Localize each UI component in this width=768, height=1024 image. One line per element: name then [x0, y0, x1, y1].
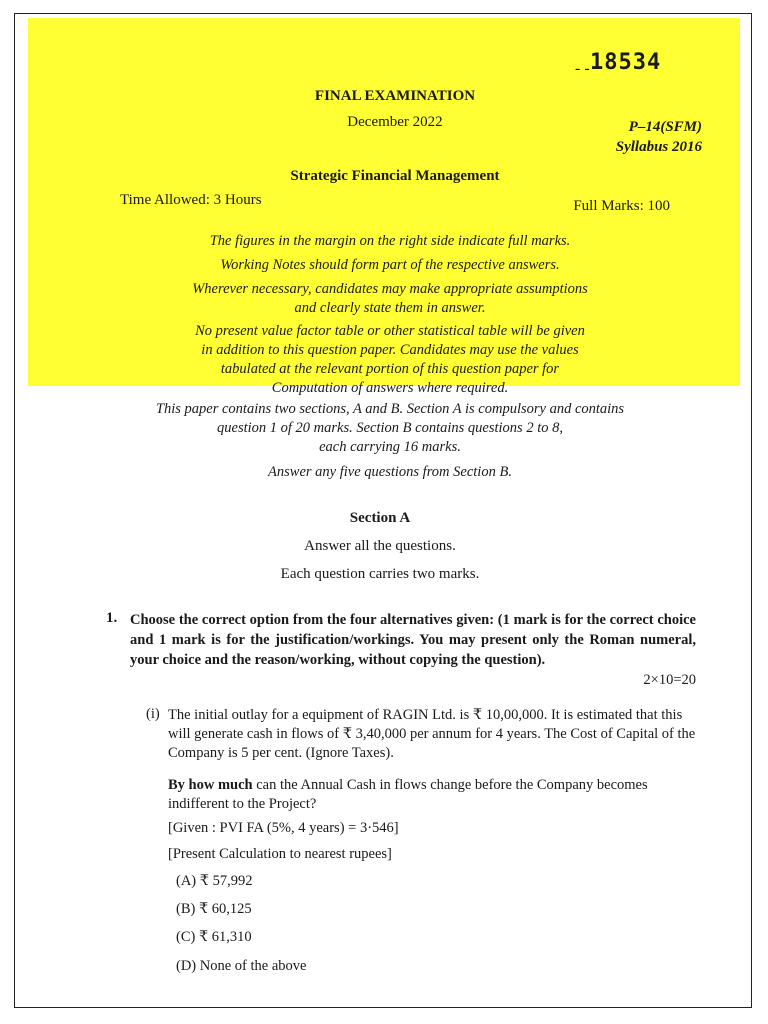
option-c: (C) ₹ 61,310: [176, 929, 252, 945]
section-note: [110, 400, 670, 457]
exam-title: FINAL EXAMINATION: [314, 88, 476, 104]
sub-question-text: The initial outlay for a equipment of RAGIN Ltd. is ₹ 10,00,000. It is estimated that this will generate cash in flows of ₹ 3,40,000 per annum for 4 years. The Cost of Capital of the Company is 5 per cent. (Ignore Taxes).: [168, 707, 696, 761]
each-question-note: Each question carries two marks.: [280, 566, 480, 582]
paper-code-block: [590, 117, 702, 157]
sub-question-number: (i): [146, 706, 160, 722]
instruction-line: The figures in the margin on the right side indicate full marks.: [209, 233, 571, 249]
time-allowed: Time Allowed: 3 Hours: [120, 192, 262, 208]
answer-five-note: Answer any five questions from Section B.: [268, 464, 512, 480]
sub-question-ask-bold: By how much: [168, 777, 253, 793]
instruction-line: Wherever necessary, candidates may make appropriate assumptions: [192, 281, 588, 297]
question-number: 1.: [106, 610, 118, 626]
instruction-line: tabulated at the relevant portion of this question paper for: [220, 361, 560, 377]
option-b: (B) ₹ 60,125: [176, 901, 252, 917]
instruction-line: Working Notes should form part of the respective answers.: [220, 257, 560, 273]
subject-title: Strategic Financial Management: [290, 168, 500, 184]
paper-code: P–14(SFM): [628, 119, 702, 135]
serial-number: 18534: [590, 50, 662, 75]
sub-question-ask-rest: can the Annual Cash in flows change before the Company becomes indifferent to the Project?: [168, 777, 648, 812]
section-note-line: question 1 of 20 marks. Section B contains questions 2 to 8,: [217, 420, 563, 436]
given-note: [Given : PVI FA (5%, 4 years) = 3·546]: [168, 820, 399, 836]
full-marks: Full Marks: 100: [573, 198, 670, 214]
option-a: (A) ₹ 57,992: [176, 873, 253, 889]
question-marks: 2×10=20: [643, 672, 696, 688]
sub-question-ask: [168, 776, 696, 814]
instruction-line: in addition to this question paper. Candidates may use the values: [201, 342, 579, 358]
syllabus: Syllabus 2016: [615, 139, 702, 155]
present-note: [Present Calculation to nearest rupees]: [168, 846, 392, 862]
instruction-line: Computation of answers where required.: [271, 380, 509, 396]
section-note-line: each carrying 16 marks.: [319, 439, 461, 455]
section-note-line: This paper contains two sections, A and B. Section A is compulsory and contains: [155, 401, 625, 417]
instruction-line: No present value factor table or other statistical table will be given: [195, 323, 585, 339]
question-text: Choose the correct option from the four alternatives given: (1 mark is for the correct choice and 1 mark is for the justification/workings. You may present only the Roman numeral, your choice and the reason/working, without copying the question).: [130, 612, 696, 668]
section-a-heading: Section A: [349, 510, 411, 526]
option-d: (D) None of the above: [176, 958, 307, 974]
answer-all-note: Answer all the questions.: [304, 538, 456, 554]
instruction-line: and clearly state them in answer.: [294, 300, 486, 316]
exam-month: December 2022: [347, 114, 443, 130]
serial-dash: - -: [575, 60, 590, 77]
